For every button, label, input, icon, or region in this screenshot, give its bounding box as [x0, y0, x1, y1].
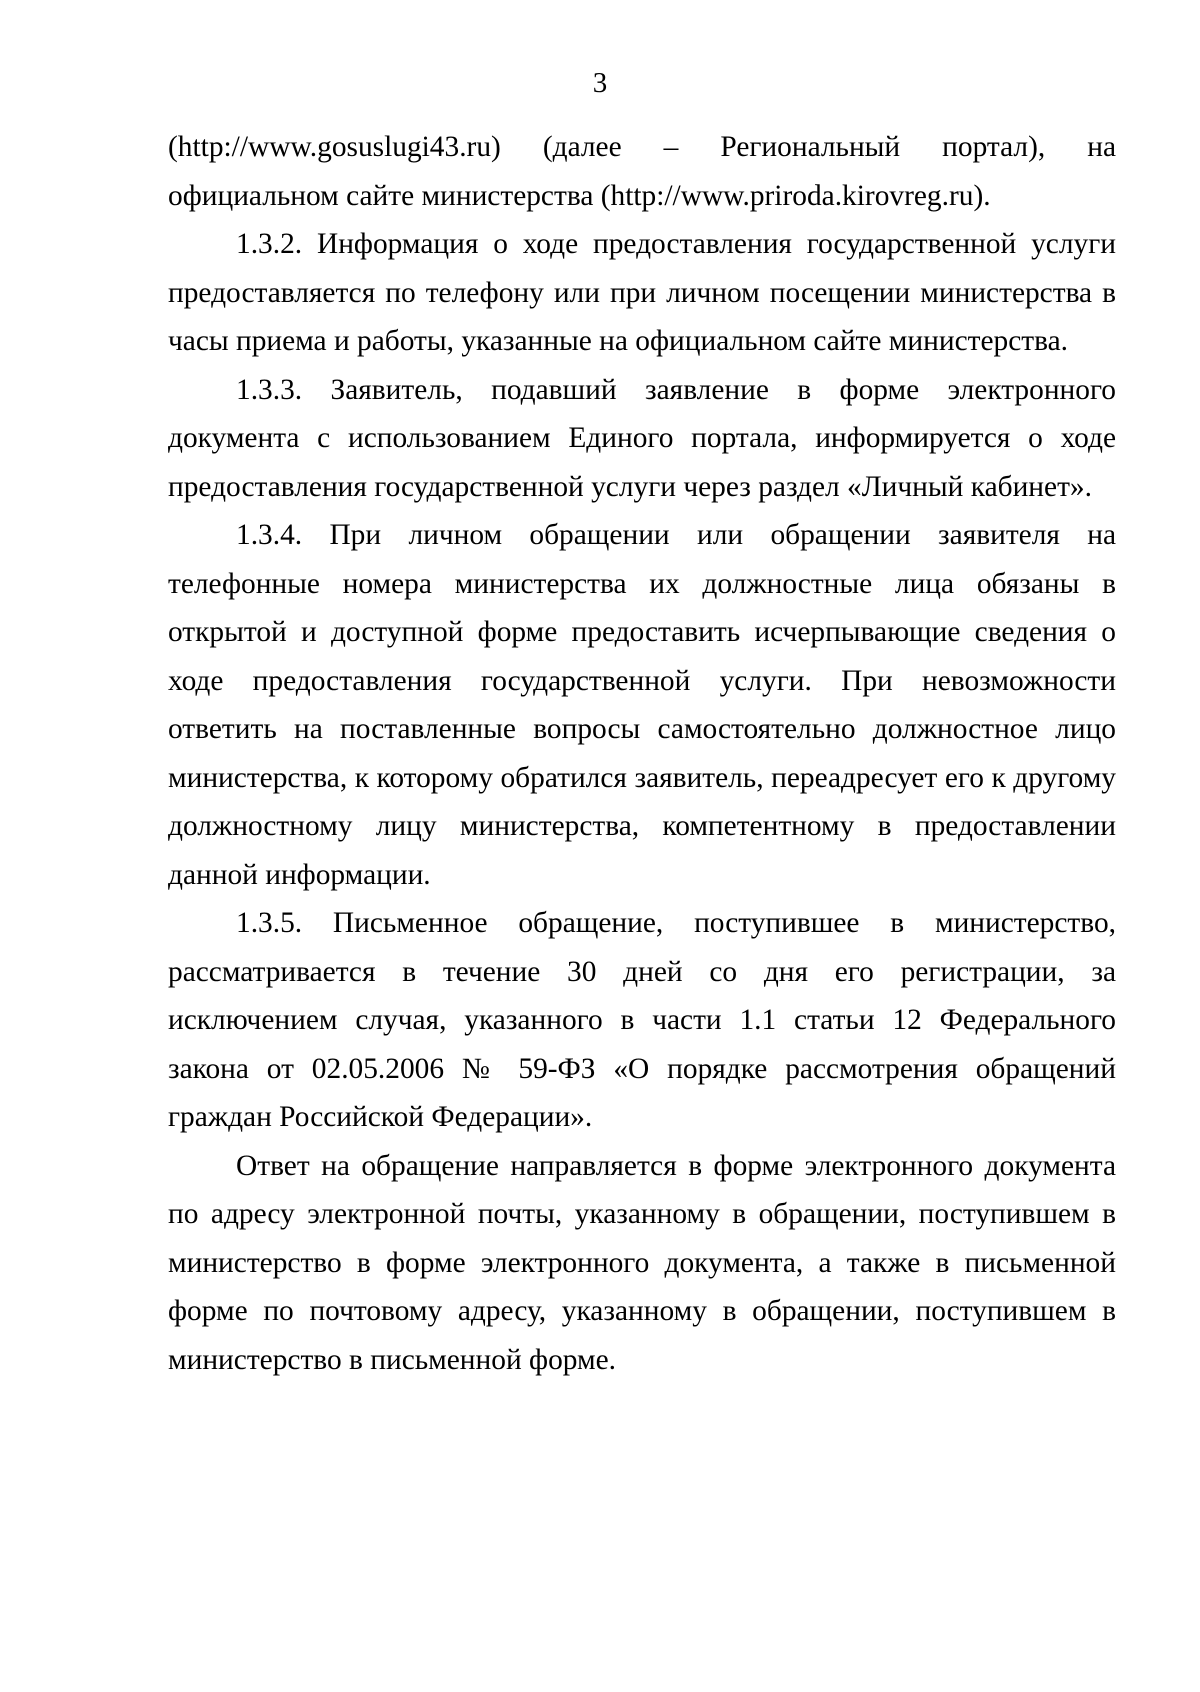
paragraph-1-3-3: 1.3.3. Заявитель, подавший заявление в форме электронного документа с использованием Единого портала, информируется о ходе предоставления государственной услуги через раздел «Личный кабинет». — [168, 373, 1116, 503]
page-number: 3 — [592, 67, 608, 99]
paragraph-1-3-5: 1.3.5. Письменное обращение, поступившее в министерство, рассматривается в течение 30 дней со дня его регистрации, за исключением случая, указанного в части 1.1 статьи 12 Федерального закона от 02.05.2006 № 59-ФЗ «О порядке рассмотрения обращений граждан Российской Федерации». — [168, 907, 1116, 1133]
paragraph-1-3-2: 1.3.2. Информация о ходе предоставления государственной услуги предоставляется по телефону или при личном посещении министерства в часы приема и работы, указанные на официальном сайте министерства. — [168, 228, 1116, 357]
paragraph-1-3-4: 1.3.4. При личном обращении или обращении заявителя на телефонные номера министерства их должностные лица обязаны в открытой и доступной форме предоставить исчерпывающие сведения о ходе предоставления государственной услуги. При невозможности ответить на поставленные вопросы самостоятельно должностное лицо министерства, к которому обратился заявитель, переадресует его к другому должностному лицу министерства, компетентному в предоставлении данной информации. — [168, 519, 1116, 891]
paragraph-response: Ответ на обращение направляется в форме электронного документа по адресу электронной почты, указанному в обращении, поступившем в министерство в форме электронного документа, а также в письменной форме по почтовому адресу, указанному в обращении, поступившем в министерство в письменной форме. — [168, 1149, 1116, 1376]
paragraph-portal-links: (http://www.gosuslugi43.ru) (далее – Региональный портал), на официальном сайте министерства (http://www.priroda.kirovreg.ru). — [168, 131, 1116, 212]
document-body — [168, 123, 1116, 1384]
